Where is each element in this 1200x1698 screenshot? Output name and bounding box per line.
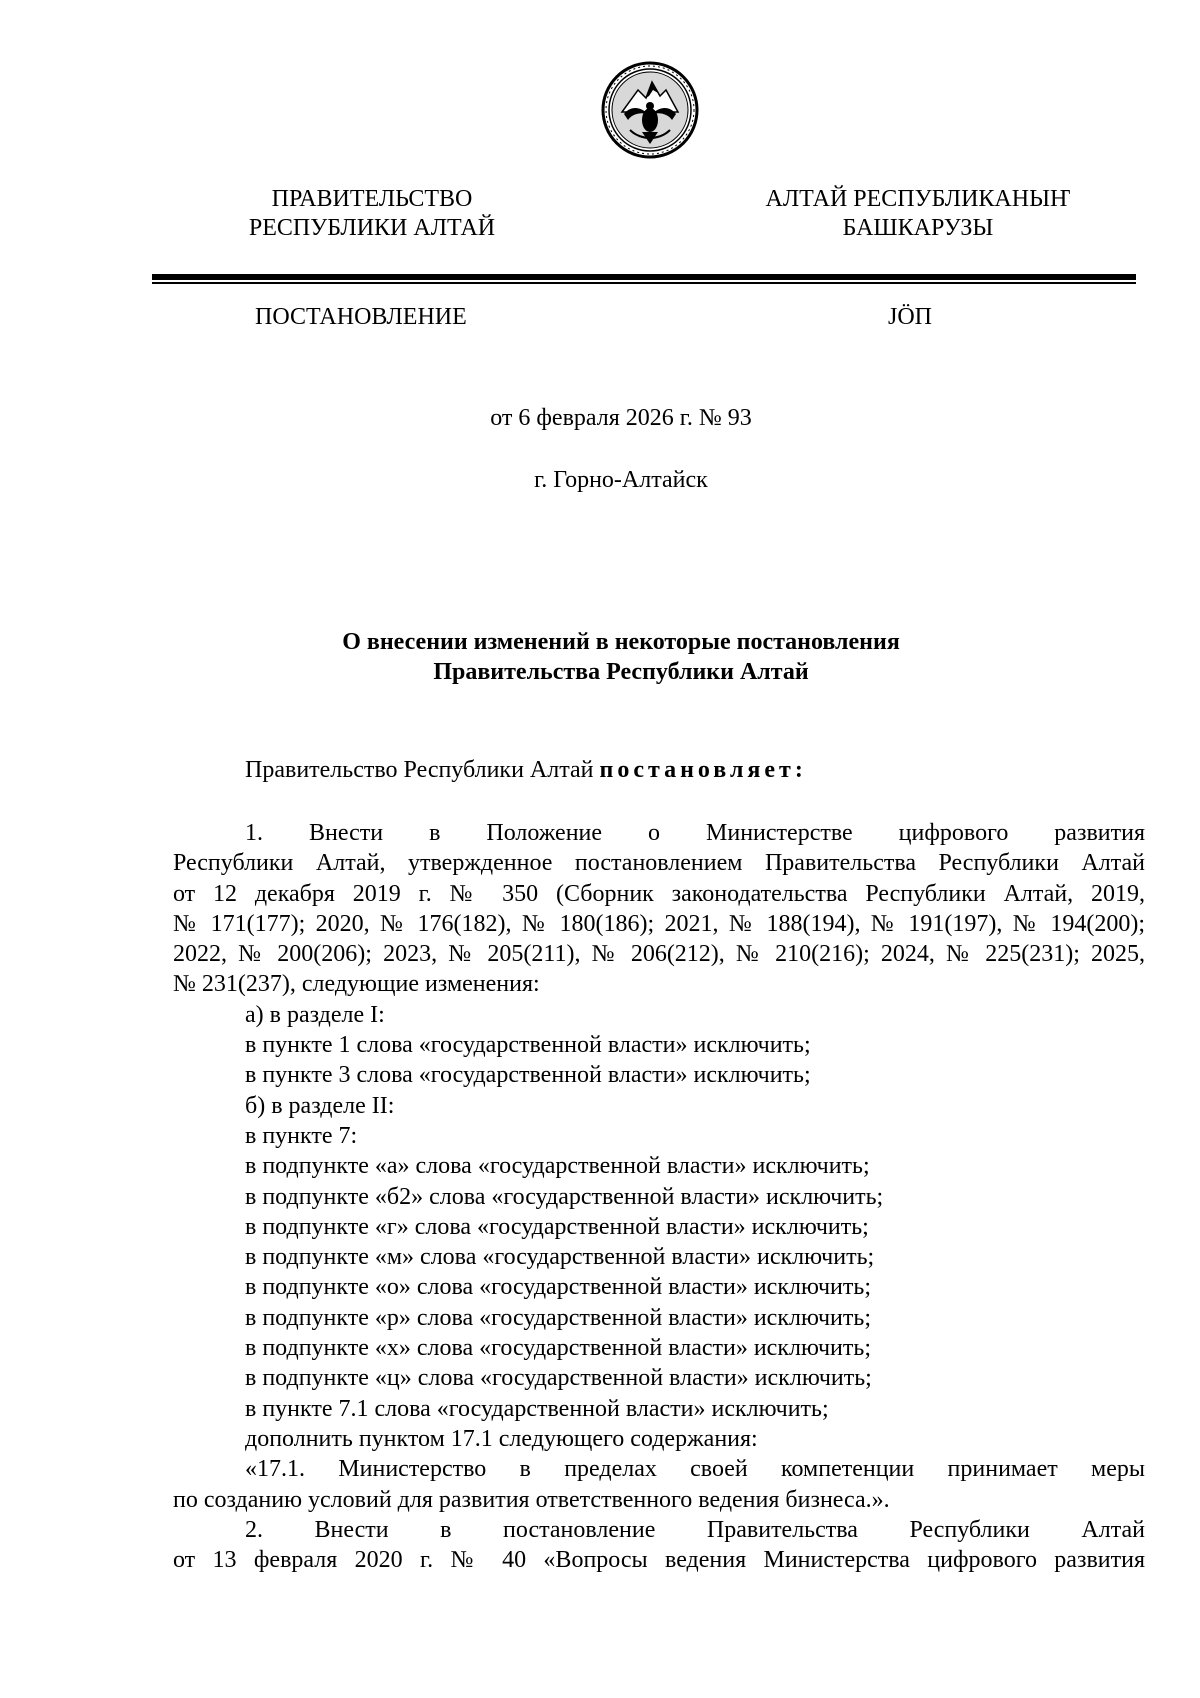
document-body (173, 818, 1145, 1575)
list-item: в пункте 7.1 слова «государственной власти» исключить; (245, 1395, 829, 1422)
gov-name-line2: РЕСПУБЛИКИ АЛТАЙ (248, 215, 496, 241)
gov-name-line1: ПРАВИТЕЛЬСТВО (271, 186, 473, 212)
document-title (0, 627, 1200, 687)
list-item: в подпункте «а» слова «государственной власти» исключить; (245, 1153, 870, 1180)
list-item: дополнить пунктом 17.1 следующего содержания: (245, 1425, 758, 1452)
p1-line4: № 171(177); 2020, № 176(182), № 180(186); 2021, № 188(194), № 191(197), № 194(200); (173, 910, 1145, 937)
p2-line1: 2. Внести в постановление Правительства Республики Алтай (245, 1516, 1145, 1543)
gov-name-altai-line1: АЛТАЙ РЕСПУБЛИКАНЫҤ (765, 186, 1071, 212)
preamble-text: Правительство Республики Алтай (245, 757, 600, 783)
emblem-graphic (600, 60, 700, 160)
list-item: а) в разделе I: (245, 1001, 385, 1028)
title-line1: О внесении изменений в некоторые постановления (342, 629, 900, 655)
p1-line6: № 231(237), следующие изменения: (173, 971, 540, 998)
quote-line2: по созданию условий для развития ответственного ведения бизнеса.». (173, 1486, 890, 1513)
coat-of-arms-icon (600, 60, 700, 160)
list-item: б) в разделе II: (245, 1092, 395, 1119)
list-item: в пункте 3 слова «государственной власти» исключить; (245, 1062, 811, 1089)
p2-line2: от 13 февраля 2020 г. № 40 «Вопросы ведения Министерства цифрового развития (173, 1547, 1145, 1574)
government-name-altai (748, 185, 1088, 243)
header-divider-thin (152, 282, 1136, 284)
list-item: в подпункте «о» слова «государственной власти» исключить; (245, 1274, 872, 1301)
list-item: в подпункте «м» слова «государственной власти» исключить; (245, 1244, 875, 1271)
p1-line1: 1. Внести в Положение о Министерстве цифрового развития (245, 820, 1145, 846)
list-item: в подпункте «г» слова «государственной власти» исключить; (245, 1213, 869, 1240)
list-item: в подпункте «б2» слова «государственной власти» исключить; (245, 1183, 884, 1210)
list-item: в подпункте «ц» слова «государственной власти» исключить; (245, 1365, 872, 1392)
header-divider-thick (152, 274, 1136, 280)
list-item: в пункте 1 слова «государственной власти» исключить; (245, 1032, 811, 1059)
p1-line5: 2022, № 200(206); 2023, № 205(211), № 206(212), № 210(216); 2024, № 225(231); 2025, (173, 941, 1145, 968)
quote-line1: «17.1. Министерство в пределах своей компетенции принимает меры (245, 1456, 1145, 1483)
preamble-emphasis: постановляет: (599, 757, 807, 783)
doc-type-russian: ПОСТАНОВЛЕНИЕ (255, 304, 467, 330)
list-item: в подпункте «х» слова «государственной власти» исключить; (245, 1335, 872, 1362)
p1-line2: Республики Алтай, утвержденное постановлением Правительства Республики Алтай (173, 850, 1145, 877)
doc-type-altai: ЈÖП (888, 304, 933, 330)
list-item: в подпункте «р» слова «государственной власти» исключить; (245, 1304, 872, 1331)
preamble (245, 755, 807, 785)
list-item: в пункте 7: (245, 1122, 358, 1149)
decree-city: г. Горно-Алтайск (534, 467, 708, 493)
government-name-russian (222, 185, 522, 243)
decree-date-number: от 6 февраля 2026 г. № 93 (490, 405, 752, 431)
title-line2: Правительства Республики Алтай (433, 659, 809, 685)
p1-line3: от 12 декабря 2019 г. № 350 (Сборник законодательства Республики Алтай, 2019, (173, 880, 1145, 907)
gov-name-altai-line2: БАШКАРУЗЫ (842, 215, 994, 241)
